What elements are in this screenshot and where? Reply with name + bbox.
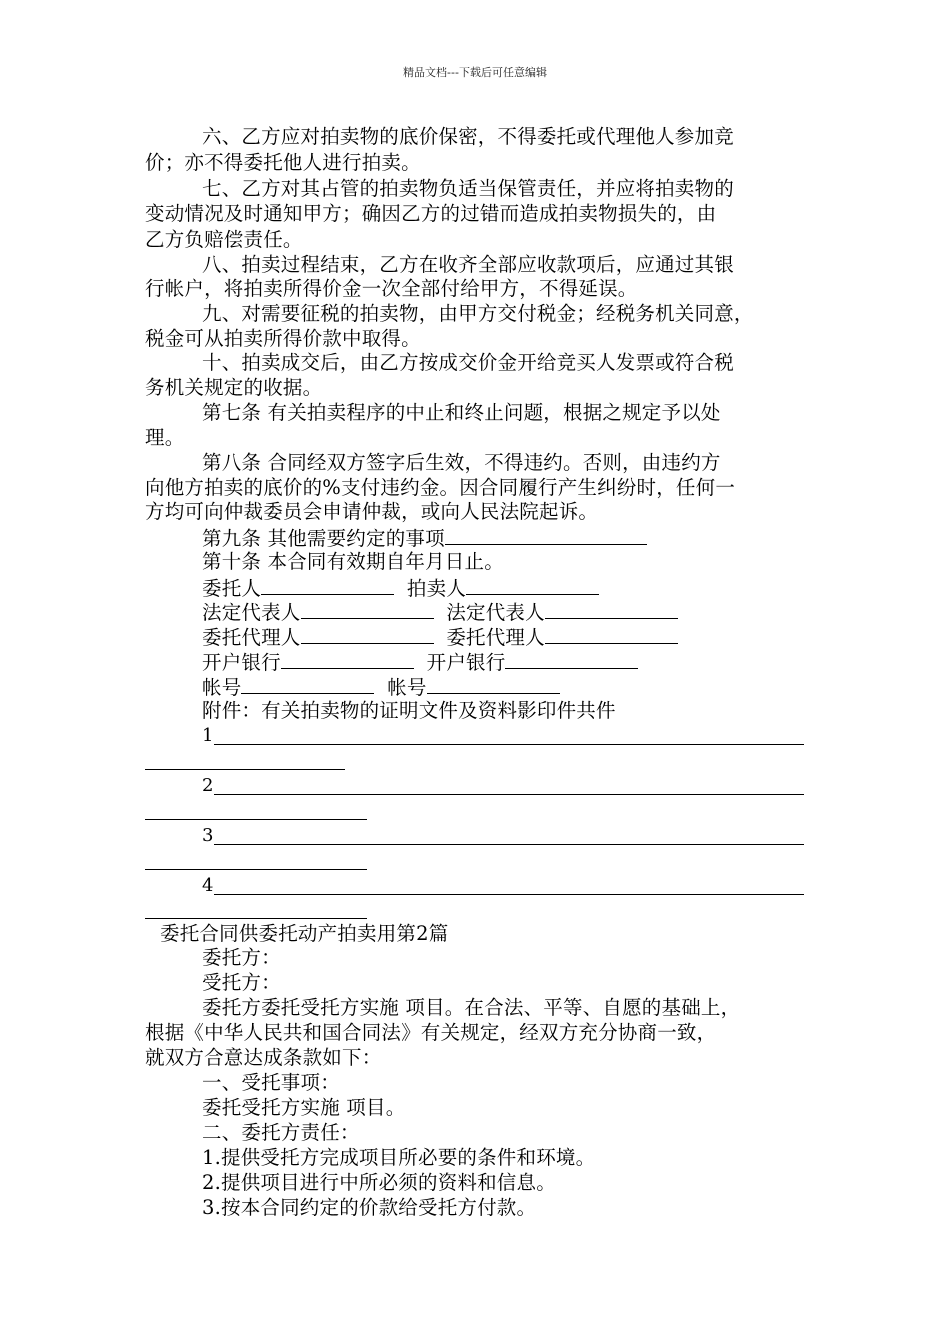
entrust-blank: [261, 574, 394, 595]
intro-line-2: 根据《中华人民共和国合同法》有关规定，经双方充分协商一致，: [145, 1021, 717, 1044]
clause-6-line-1: 六、乙方应对拍卖物的底价保密，不得委托或代理他人参加竞: [202, 125, 734, 148]
attachment-number-1: 1: [202, 725, 214, 746]
bank-blank-1: [281, 648, 414, 669]
article-9: [202, 524, 647, 552]
attachment-number-3: 3: [202, 825, 214, 846]
clause-7-line-3: 乙方负赔偿责任。: [145, 228, 303, 251]
article-8-line-1: 第八条 合同经双方签字后生效，不得违约。否则，由违约方: [202, 451, 721, 474]
page-header: 精品文档---下载后可任意编辑: [403, 66, 547, 79]
attachment-2-rule: [214, 794, 804, 795]
attachment-1-rule-cont: [145, 769, 345, 770]
intro-line-1: 委托方委托受托方实施 项目。在合法、平等、自愿的基础上，: [202, 996, 741, 1019]
legal-rep-blank-1: [301, 598, 434, 619]
article-7-line-2: 理。: [145, 426, 185, 449]
sign-row-agent: [202, 623, 678, 651]
account-label-1: 帐号: [202, 676, 242, 699]
clause-9-line-2: 税金可从拍卖所得价款中取得。: [145, 327, 421, 350]
article-8-line-2: 向他方拍卖的底价的%支付违约金。因合同履行产生纠纷时，任何一: [145, 476, 736, 499]
trustee-label: 受托方：: [202, 971, 281, 994]
clause-7-line-1: 七、乙方对其占管的拍卖物负适当保管责任，并应将拍卖物的: [202, 177, 734, 200]
clause-7-line-2: 变动情况及时通知甲方；确因乙方的过错而造成拍卖物损失的，由: [145, 202, 717, 225]
account-blank-2: [427, 673, 560, 694]
account-blank-1: [241, 673, 374, 694]
bank-label-1: 开户银行: [202, 651, 281, 674]
clause-9-line-1: 九、对需要征税的拍卖物，由甲方交付税金；经税务机关同意，: [202, 302, 754, 325]
entrusted-item: 委托受托方实施 项目。: [202, 1096, 406, 1119]
article-10: 第十条 本合同有效期自年月日止。: [202, 550, 504, 573]
clause-8-line-1: 八、拍卖过程结束，乙方在收齐全部应收款项后，应通过其银: [202, 253, 734, 276]
legal-rep-blank-2: [545, 598, 678, 619]
duty-3: 3.按本合同约定的价款给受托方付款。: [202, 1196, 537, 1219]
agent-blank-2: [545, 623, 678, 644]
clause-10-line-1: 十、拍卖成交后，由乙方按成交价金开给竞买人发票或符合税: [202, 351, 734, 374]
attachment-number-4: 4: [202, 875, 214, 896]
account-label-2: 帐号: [387, 676, 427, 699]
sign-row-bank: [202, 648, 638, 676]
duty-2: 2.提供项目进行中所必须的资料和信息。: [202, 1171, 556, 1194]
bank-label-2: 开户银行: [426, 651, 506, 674]
attachment-3-rule: [214, 844, 804, 845]
attachment-line: 附件：有关拍卖物的证明文件及资料影印件共件: [202, 699, 616, 722]
article-7-line-1: 第七条 有关拍卖程序的中止和终止问题，根据之规定予以处: [202, 401, 721, 424]
article-8-line-3: 方均可向仲裁委员会申请仲裁，或向人民法院起诉。: [145, 500, 599, 523]
attachment-3-rule-cont: [145, 869, 367, 870]
attachment-1-rule: [214, 744, 804, 745]
attachment-number-2: 2: [202, 775, 214, 796]
auctioneer-blank: [466, 574, 599, 595]
intro-line-3: 就双方合意达成条款如下：: [145, 1046, 382, 1069]
auctioneer-label: 拍卖人: [406, 577, 467, 600]
sign-row-account: [202, 673, 560, 701]
article-9-text: 第九条 其他需要约定的事项: [202, 527, 445, 550]
client-label: 委托方：: [202, 946, 281, 969]
legal-rep-label-1: 法定代表人: [202, 601, 301, 624]
entrust-label: 委托人: [202, 577, 262, 600]
legal-rep-label-2: 法定代表人: [446, 601, 545, 624]
article-9-blank: [445, 524, 647, 545]
bank-blank-2: [505, 648, 638, 669]
heading-entrusted-matters: 一、受托事项：: [202, 1071, 340, 1094]
clause-6-line-2: 价；亦不得委托他人进行拍卖。: [145, 151, 421, 174]
clause-8-line-2: 行帐户，将拍卖所得价金一次全部付给甲方，不得延误。: [145, 277, 638, 300]
agent-label-1: 委托代理人: [202, 626, 301, 649]
agent-blank-1: [301, 623, 434, 644]
agent-label-2: 委托代理人: [446, 626, 545, 649]
attachment-2-rule-cont: [145, 819, 367, 820]
section-2-title: 委托合同供委托动产拍卖用第2篇: [160, 922, 449, 945]
duty-1: 1.提供受托方完成项目所必要的条件和环境。: [202, 1146, 596, 1169]
attachment-4-rule: [214, 894, 804, 895]
heading-client-duties: 二、委托方责任：: [202, 1121, 360, 1144]
sign-row-legal: [202, 598, 678, 626]
attachment-4-rule-cont: [145, 918, 367, 919]
clause-10-line-2: 务机关规定的收据。: [145, 376, 323, 399]
